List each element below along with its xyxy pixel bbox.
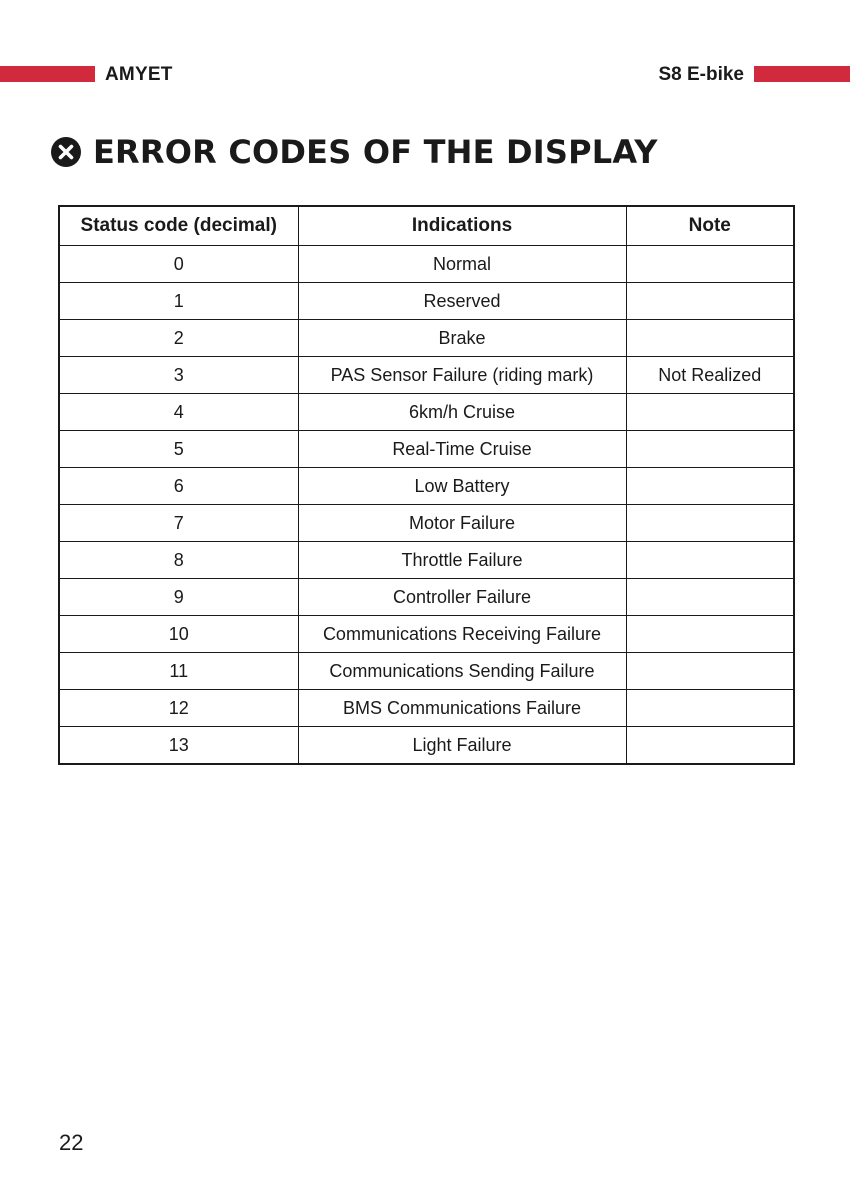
indication-cell: Communications Sending Failure (298, 653, 626, 690)
column-header-indications: Indications (298, 206, 626, 246)
indication-cell: Controller Failure (298, 579, 626, 616)
page-number: 22 (59, 1130, 84, 1155)
status-code-cell: 10 (59, 616, 298, 653)
table-row (59, 431, 794, 468)
status-code-cell: 8 (59, 542, 298, 579)
note-cell (626, 616, 794, 653)
status-code-cell: 5 (59, 431, 298, 468)
note-cell (626, 246, 794, 283)
indication-cell: PAS Sensor Failure (riding mark) (298, 357, 626, 394)
status-code-cell: 3 (59, 357, 298, 394)
column-header-status-code: Status code (decimal) (59, 206, 298, 246)
indication-cell: Real-Time Cruise (298, 431, 626, 468)
indication-cell: Throttle Failure (298, 542, 626, 579)
brand-name: AMYET (105, 64, 173, 85)
section-heading (50, 131, 658, 173)
table-row (59, 283, 794, 320)
table-row (59, 357, 794, 394)
indication-cell: Reserved (298, 283, 626, 320)
page-title: ERROR CODES OF THE DISPLAY (93, 133, 658, 171)
note-cell (626, 320, 794, 357)
table-row (59, 690, 794, 727)
note-cell (626, 653, 794, 690)
indication-cell: Low Battery (298, 468, 626, 505)
close-circle-icon (50, 136, 82, 168)
note-cell (626, 542, 794, 579)
status-code-cell: 6 (59, 468, 298, 505)
product-model: S8 E-bike (658, 64, 744, 85)
note-cell (626, 727, 794, 765)
status-code-cell: 11 (59, 653, 298, 690)
status-code-cell: 4 (59, 394, 298, 431)
table-row (59, 579, 794, 616)
note-cell (626, 690, 794, 727)
indication-cell: Motor Failure (298, 505, 626, 542)
table-row (59, 246, 794, 283)
table-row (59, 616, 794, 653)
table-row (59, 542, 794, 579)
note-cell (626, 283, 794, 320)
note-cell (626, 394, 794, 431)
table-row (59, 505, 794, 542)
status-code-cell: 12 (59, 690, 298, 727)
table-row (59, 727, 794, 765)
status-code-cell: 1 (59, 283, 298, 320)
indication-cell: 6km/h Cruise (298, 394, 626, 431)
header-accent-bar-left (0, 66, 95, 82)
status-code-cell: 7 (59, 505, 298, 542)
indication-cell: Brake (298, 320, 626, 357)
header-accent-bar-right (754, 66, 850, 82)
status-code-cell: 9 (59, 579, 298, 616)
status-code-cell: 0 (59, 246, 298, 283)
status-code-cell: 13 (59, 727, 298, 765)
table-row (59, 653, 794, 690)
table-row (59, 468, 794, 505)
error-codes-table (58, 205, 795, 765)
note-cell (626, 468, 794, 505)
note-cell: Not Realized (626, 357, 794, 394)
note-cell (626, 431, 794, 468)
note-cell (626, 505, 794, 542)
column-header-note: Note (626, 206, 794, 246)
indication-cell: Normal (298, 246, 626, 283)
indication-cell: BMS Communications Failure (298, 690, 626, 727)
table-row (59, 320, 794, 357)
status-code-cell: 2 (59, 320, 298, 357)
note-cell (626, 579, 794, 616)
indication-cell: Communications Receiving Failure (298, 616, 626, 653)
table-header-row (59, 206, 794, 246)
table-row (59, 394, 794, 431)
indication-cell: Light Failure (298, 727, 626, 765)
